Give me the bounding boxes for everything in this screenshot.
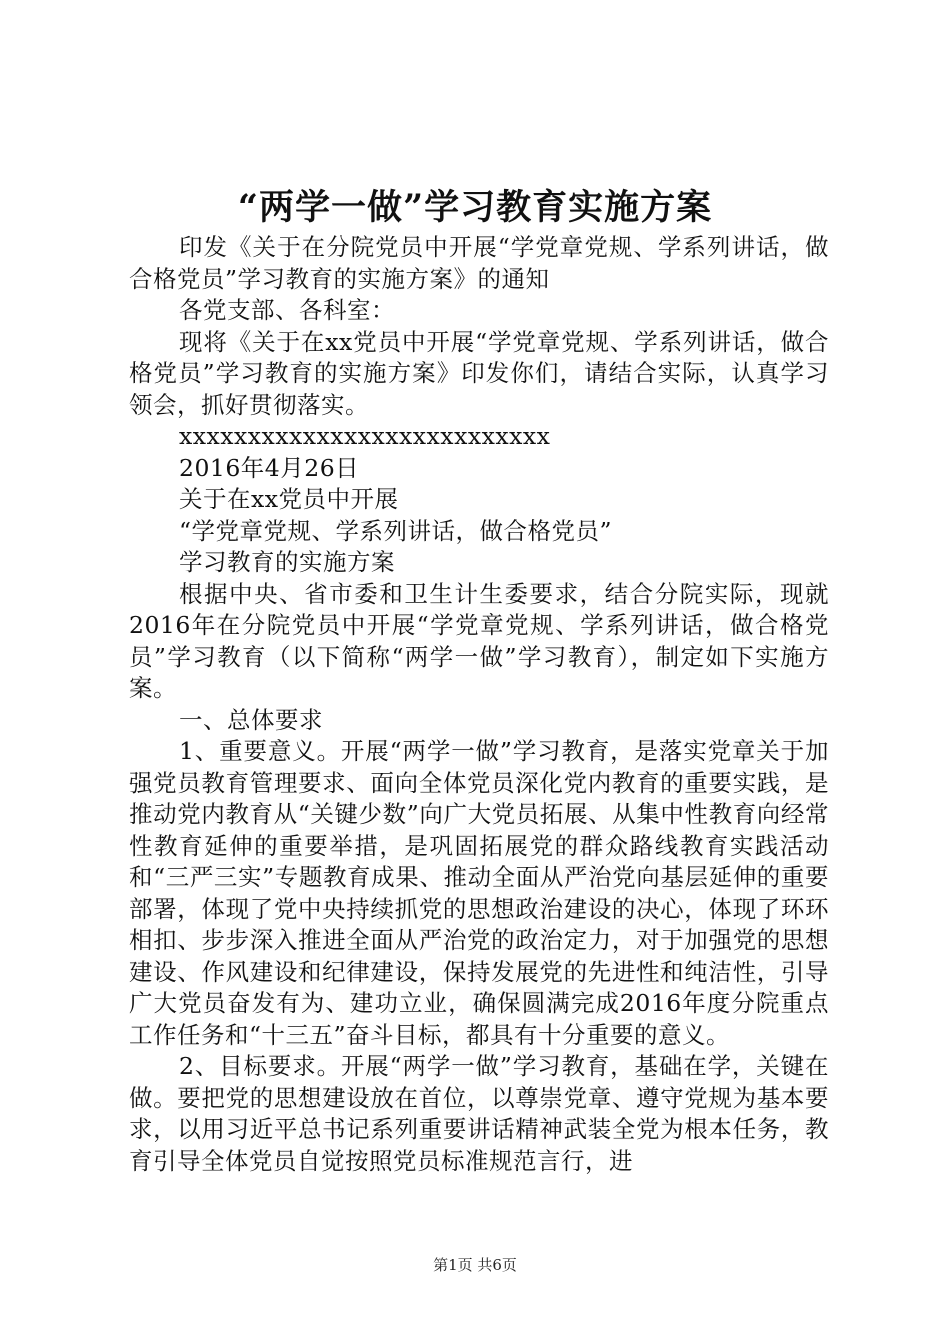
paragraph-notice-body: 现将《关于在xx党员中开展“学党章党规、学系列讲话，做合格党员”学习教育的实施方案》印发你们，请结合实际，认真学习领会，抓好贯彻落实。: [129, 327, 829, 419]
paragraph-plan-heading-3: 学习教育的实施方案: [179, 548, 395, 576]
paragraph-plan-heading-1: 关于在xx党员中开展: [179, 485, 399, 513]
section-heading-general: 一、总体要求: [179, 705, 323, 734]
paragraph-intro: 根据中央、省市委和卫生计生委要求，结合分院实际，现就2016年在分院党员中开展“学党章党规、学系列讲话，做合格党员”学习教育（以下简称“两学一做”学习教育），制定如下实施方案。: [129, 579, 829, 702]
paragraph-objectives: 2、目标要求。开展“两学一做”学习教育，基础在学，关键在做。要把党的思想建设放在首位，以尊崇党章、遵守党规为基本要求，以用习近平总书记系列重要讲话精神武装全党为根本任务，教育引导全体党员自觉按照党员标准规范言行，进: [129, 1052, 829, 1175]
paragraph-date: 2016年4月26日: [179, 453, 360, 482]
paragraph-plan-heading-2: “学党章党规、学系列讲话，做合格党员”: [179, 516, 613, 545]
paragraph-issuer: xxxxxxxxxxxxxxxxxxxxxxxxxxx: [179, 422, 551, 450]
document-body: [129, 232, 829, 1177]
paragraph-significance: 1、重要意义。开展“两学一做”学习教育，是落实党章关于加强党员教育管理要求、面向全体党员深化党内教育的重要实践，是推动党内教育从“关键少数”向广大党员拓展、从集中性教育向经常性教育延伸的重要举措，是巩固拓展党的群众路线教育实践活动和“三严三实”专题教育成果、推动全面从严治党向基层延伸的重要部署，体现了党中央持续抓党的思想政治建设的决心，体现了环环相扣、步步深入推进全面从严治党的政治定力，对于加强党的思想建设、作风建设和纪律建设，保持发展党的先进性和纯洁性，引导广大党员奋发有为、建功立业，确保圆满完成2016年度分院重点工作任务和“十三五”奋斗目标，都具有十分重要的意义。: [129, 737, 829, 1049]
page-footer: 第1页 共6页: [433, 1256, 517, 1274]
paragraph-notice-title: 印发《关于在分院党员中开展“学党章党规、学系列讲话，做合格党员”学习教育的实施方案》的通知: [129, 233, 829, 293]
paragraph-addressee: 各党支部、各科室：: [179, 296, 395, 324]
document-title: “两学一做”学习教育实施方案: [237, 187, 713, 228]
